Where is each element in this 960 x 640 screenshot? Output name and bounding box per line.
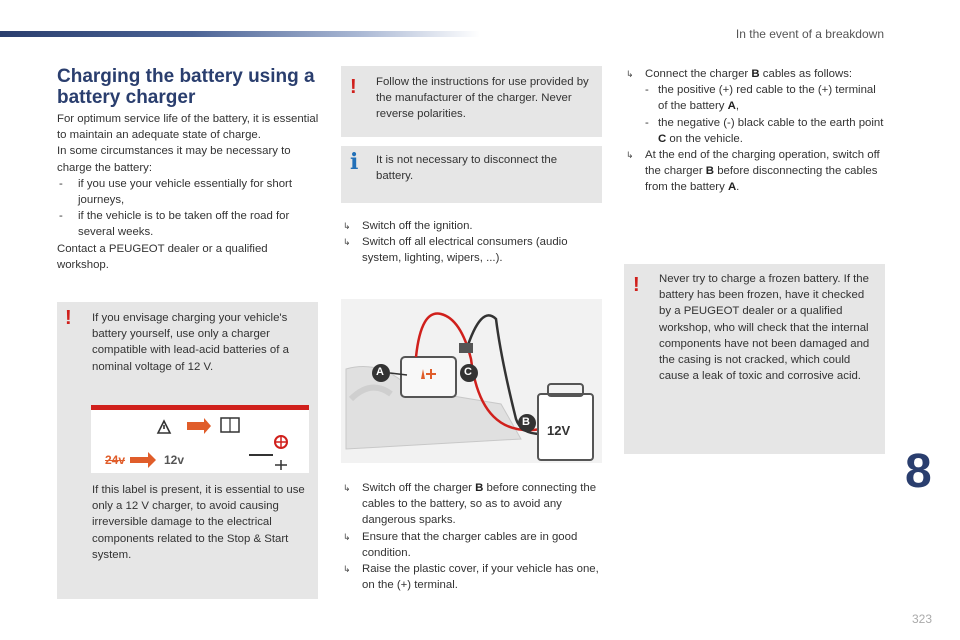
sub-step-item: - the negative (-) black cable to the earth point C on the vehicle. — [624, 115, 886, 147]
list-item: - if you use your vehicle essentially for short journeys, — [57, 176, 319, 208]
charger-warning-text: If you envisage charging your vehicle's battery yourself, use only a charger compatible with lead-acid batteries of a nominal voltage of 12 V. — [92, 312, 289, 373]
intro-text — [57, 111, 319, 273]
point-b-label: B — [522, 416, 530, 428]
charger-warning-box — [57, 302, 318, 599]
intro-paragraph: For optimum service life of the battery, it is essential to maintain an adequate state of charge. — [57, 113, 319, 142]
charging-diagram — [341, 299, 602, 463]
point-c-label: C — [464, 366, 472, 378]
step-item: ↳ Switch off the charger B before connecting the cables to the battery, so as to avoid any dangerous sparks. — [341, 480, 602, 529]
contact-paragraph: Contact a PEUGEOT dealer or a qualified workshop. — [57, 242, 268, 271]
polarity-warning-box — [341, 66, 602, 137]
earth-clamp-icon — [459, 343, 473, 353]
step-item: ↳ Ensure that the charger cables are in good condition. — [341, 529, 602, 561]
stop-start-label-figure — [91, 405, 309, 473]
page-number: 323 — [912, 612, 933, 626]
header-color-bar — [0, 31, 480, 37]
sub-step-item: - the positive (+) red cable to the (+) terminal of the battery A, — [624, 82, 886, 114]
frozen-battery-warning-box — [624, 264, 885, 454]
battery-icon — [401, 357, 456, 397]
warning-icon: ! — [633, 274, 640, 296]
step-item: ↳ Connect the charger B cables as follows: — [624, 66, 886, 82]
label-12v: 12v — [164, 453, 185, 467]
info-text: It is not necessary to disconnect the battery. — [376, 154, 558, 183]
label-24v: 24v — [105, 453, 126, 467]
info-icon: i — [350, 149, 359, 175]
chapter-number: 8 — [905, 445, 932, 498]
step-item: ↳ Switch off the ignition. — [341, 218, 602, 234]
polarity-warning-text: Follow the instructions for use provided by the manufacturer of the charger. Never reverse polarities. — [376, 76, 589, 121]
warning-icon: ! — [350, 76, 357, 98]
frozen-battery-warning-text: Never try to charge a frozen battery. If the battery has been frozen, have it checked by a PEUGEOT dealer or a qualified workshop, who will check that the internal components have not been damaged and the casing is not cracked, which could cause a leak of toxic and corrosive acid. — [659, 273, 870, 383]
step-item: ↳ Raise the plastic cover, if your vehicle has one, on the (+) terminal. — [341, 561, 602, 593]
charger-voltage-label: 12V — [547, 423, 571, 438]
page-title: Charging the battery using a battery charger — [57, 66, 315, 108]
warning-icon: ! — [65, 307, 72, 329]
steps-list-1 — [341, 218, 602, 267]
list-item: - if the vehicle is to be taken off the road for several weeks. — [57, 208, 319, 240]
connection-steps — [624, 66, 886, 196]
stop-start-warning-text: If this label is present, it is essential to use only a 12 V charger, to avoid causing irreversible damage to the electrical components related to the Stop & Start system. — [92, 484, 305, 561]
arrow-icon — [187, 418, 211, 434]
steps-list-2 — [341, 480, 602, 593]
intro-paragraph-2: In some circumstances it may be necessary to charge the battery: — [57, 145, 291, 174]
arrow-icon — [130, 452, 156, 468]
battery-charging-illustration — [341, 299, 602, 463]
section-title: In the event of a breakdown — [735, 27, 884, 41]
info-box — [341, 146, 602, 203]
step-item: ↳ Switch off all electrical consumers (audio system, lighting, wipers, ...). — [341, 234, 602, 266]
step-item: ↳ At the end of the charging operation, switch off the charger B before disconnecting the cables from the battery A. — [624, 147, 886, 196]
point-a-label: A — [376, 366, 384, 378]
